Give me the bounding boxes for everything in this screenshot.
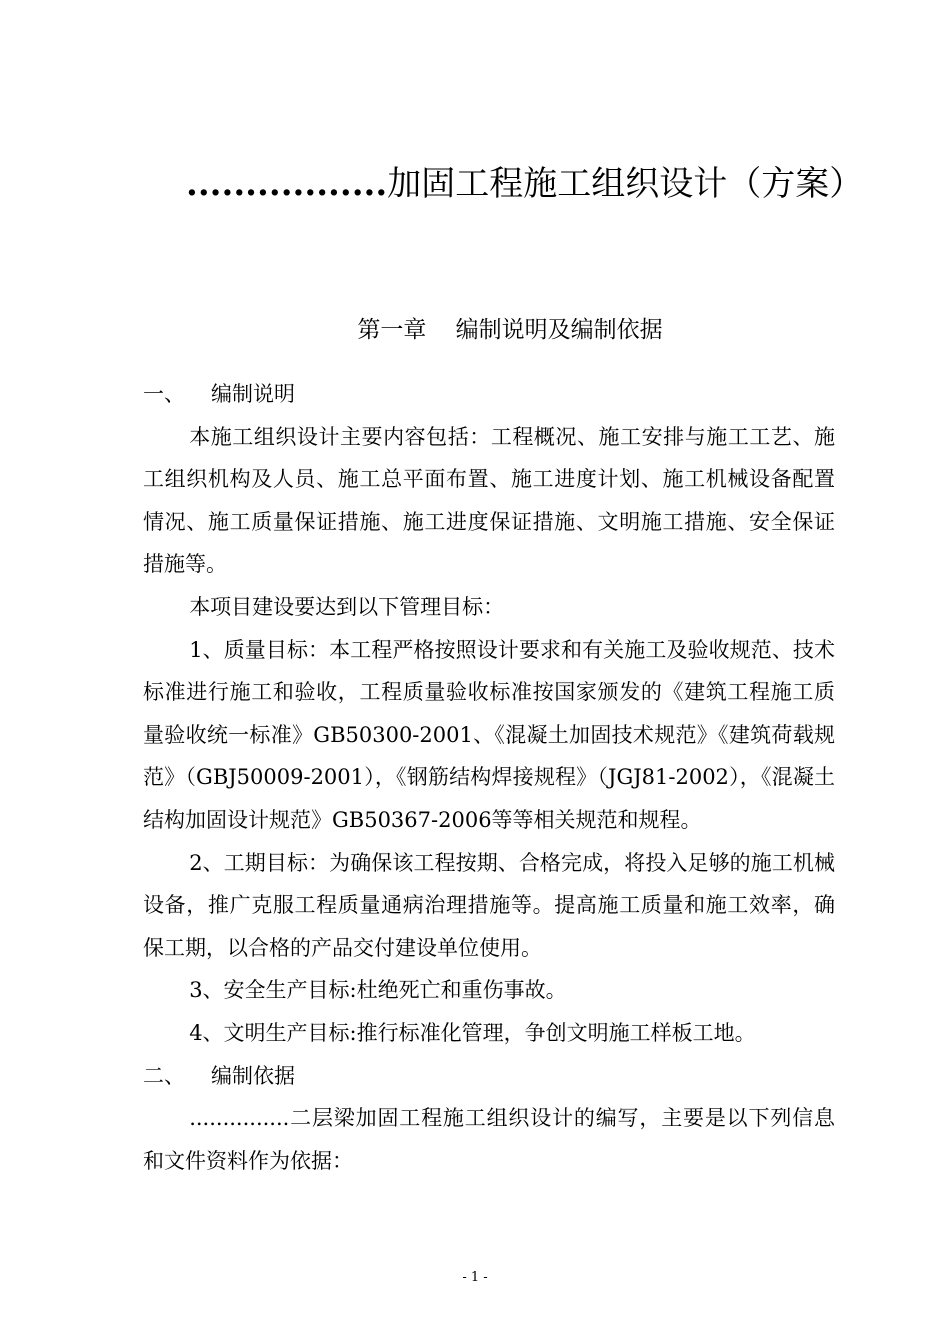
document-body — [143, 373, 835, 1182]
paragraph: 1、质量目标：本工程严格按照设计要求和有关施工及验收规范、技术标准进行施工和验收，工程质量验收标准按国家颁发的《建筑工程施工质量验收统一标准》GB50300-2001、《混凝土加固技术规范》《建筑荷载规范》（GBJ50009-2001），《钢筋结构焊接规程》（JGJ81-2002），《混凝土结构加固设计规范》GB50367-2006等等相关规范和规程。 — [143, 637, 835, 832]
paragraph: 本项目建设要达到以下管理目标： — [189, 594, 505, 619]
title-placeholder-dots: ................. — [186, 164, 388, 204]
section-number: 一、 — [143, 382, 185, 406]
paragraph: ...............二层梁加固工程施工组织设计的编写，主要是以下列信息和文件资料作为依据： — [143, 1106, 835, 1173]
paragraph: 3、安全生产目标:杜绝死亡和重伤事故。 — [189, 978, 567, 1003]
page-number: - 1 - — [462, 1270, 488, 1285]
section-title: 编制依据 — [211, 1063, 295, 1088]
paragraph: 4、文明生产目标:推行标准化管理，争创文明施工样板工地。 — [189, 1020, 756, 1045]
title-text: 加固工程施工组织设计（方案） — [387, 164, 864, 204]
document-title — [186, 160, 886, 208]
section-number: 二、 — [143, 1063, 185, 1088]
section-title: 编制说明 — [211, 382, 295, 406]
chapter-heading: 第一章 编制说明及编制依据 — [357, 317, 663, 343]
section-heading-2 — [143, 1055, 835, 1098]
section-heading-1 — [143, 373, 835, 416]
paragraph: 本施工组织设计主要内容包括：工程概况、施工安排与施工工艺、施工组织机构及人员、施工总平面布置、施工进度计划、施工机械设备配置情况、施工质量保证措施、施工进度保证措施、文明施工措施、安全保证措施等。 — [143, 424, 835, 577]
paragraph: 2、工期目标：为确保该工程按期、合格完成，将投入足够的施工机械设备，推广克服工程质量通病治理措施等。提高施工质量和施工效率，确保工期，以合格的产品交付建设单位使用。 — [143, 850, 835, 960]
